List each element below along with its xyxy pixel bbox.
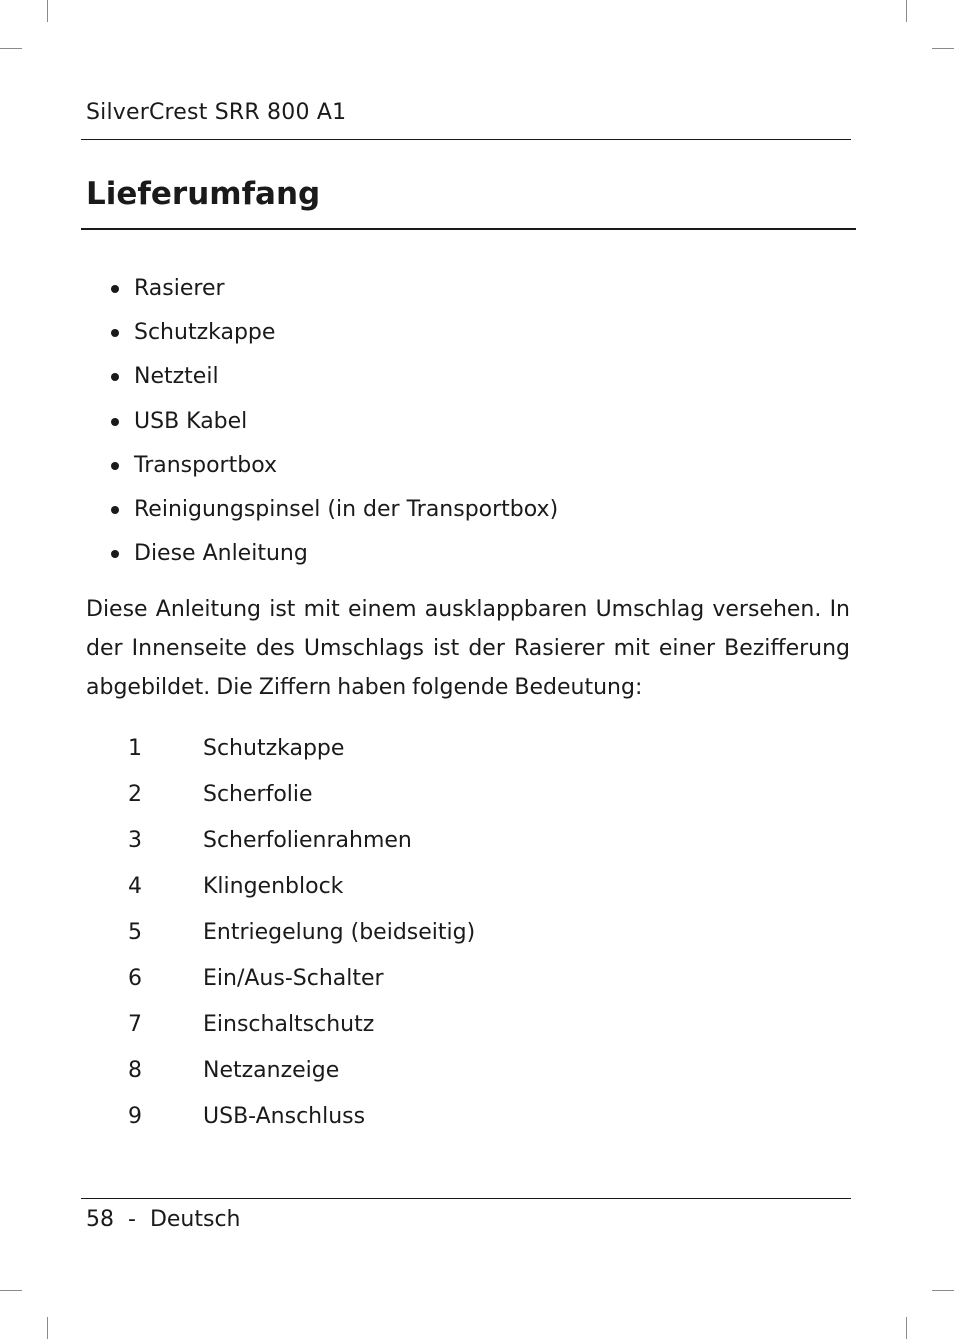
list-item-text: Schutzkappe [134, 320, 276, 346]
legend-number: 9 [128, 1104, 142, 1129]
legend-label: Einschaltschutz [203, 1012, 375, 1037]
legend-label: Schutzkappe [203, 736, 345, 761]
footer-rule [81, 1198, 851, 1199]
legend-number: 6 [128, 966, 142, 991]
bullet-icon [111, 462, 119, 470]
list-item-text: Netzteil [134, 364, 219, 390]
legend-number: 5 [128, 920, 142, 945]
legend-label: Scherfolie [203, 782, 313, 807]
list-item [108, 358, 558, 402]
page-footer [86, 1207, 241, 1232]
bullet-icon [111, 373, 119, 381]
list-item [108, 535, 558, 579]
header-rule [81, 139, 851, 140]
bullet-icon [111, 329, 119, 337]
running-header: SilverCrest SRR 800 A1 [86, 100, 347, 125]
crop-mark [906, 1317, 907, 1339]
list-item-text: Diese Anleitung [134, 541, 308, 567]
legend-number: 3 [128, 828, 142, 853]
crop-mark [0, 48, 22, 49]
footer-separator: - [128, 1207, 136, 1232]
legend-label: Entriegelung (beidseitig) [203, 920, 476, 945]
title-rule [81, 228, 856, 230]
bullet-icon [111, 285, 119, 293]
bullet-icon [111, 550, 119, 558]
list-item [108, 403, 558, 447]
crop-mark [932, 48, 954, 49]
bullet-icon [111, 506, 119, 514]
crop-mark [47, 1317, 48, 1339]
contents-list [108, 270, 558, 579]
crop-mark [47, 0, 48, 22]
list-item [108, 270, 558, 314]
crop-mark [0, 1290, 22, 1291]
list-item [108, 491, 558, 535]
legend-label: Klingenblock [203, 874, 344, 899]
legend-number: 7 [128, 1012, 142, 1037]
legend-number: 2 [128, 782, 142, 807]
crop-mark [932, 1290, 954, 1291]
page-number: 58 [86, 1207, 114, 1232]
legend-number: 8 [128, 1058, 142, 1083]
list-item [108, 447, 558, 491]
list-item-text: Reinigungspinsel (in der Transportbox) [134, 496, 559, 522]
intro-paragraph: Diese Anleitung ist mit einem ausklappbaren Umschlag versehen. In der Innenseite des Umschlags ist der Rasierer mit einer Bezifferung abgebildet. Die Ziffern haben folgende Bedeutung: [86, 597, 850, 700]
crop-mark [906, 0, 907, 22]
list-item-text: Transportbox [134, 452, 277, 478]
list-item-text: USB Kabel [134, 408, 248, 434]
legend-number: 4 [128, 874, 142, 899]
bullet-icon [111, 418, 119, 426]
legend-label: Scherfolienrahmen [203, 828, 412, 853]
legend-label: USB-Anschluss [203, 1104, 366, 1129]
legend-number: 1 [128, 736, 142, 761]
list-item-text: Rasierer [134, 276, 225, 301]
legend-label: Netzanzeige [203, 1058, 340, 1083]
footer-language: Deutsch [149, 1207, 241, 1232]
section-title: Lieferumfang [86, 176, 321, 212]
list-item [108, 314, 558, 358]
legend-label: Ein/Aus-Schalter [203, 966, 384, 991]
